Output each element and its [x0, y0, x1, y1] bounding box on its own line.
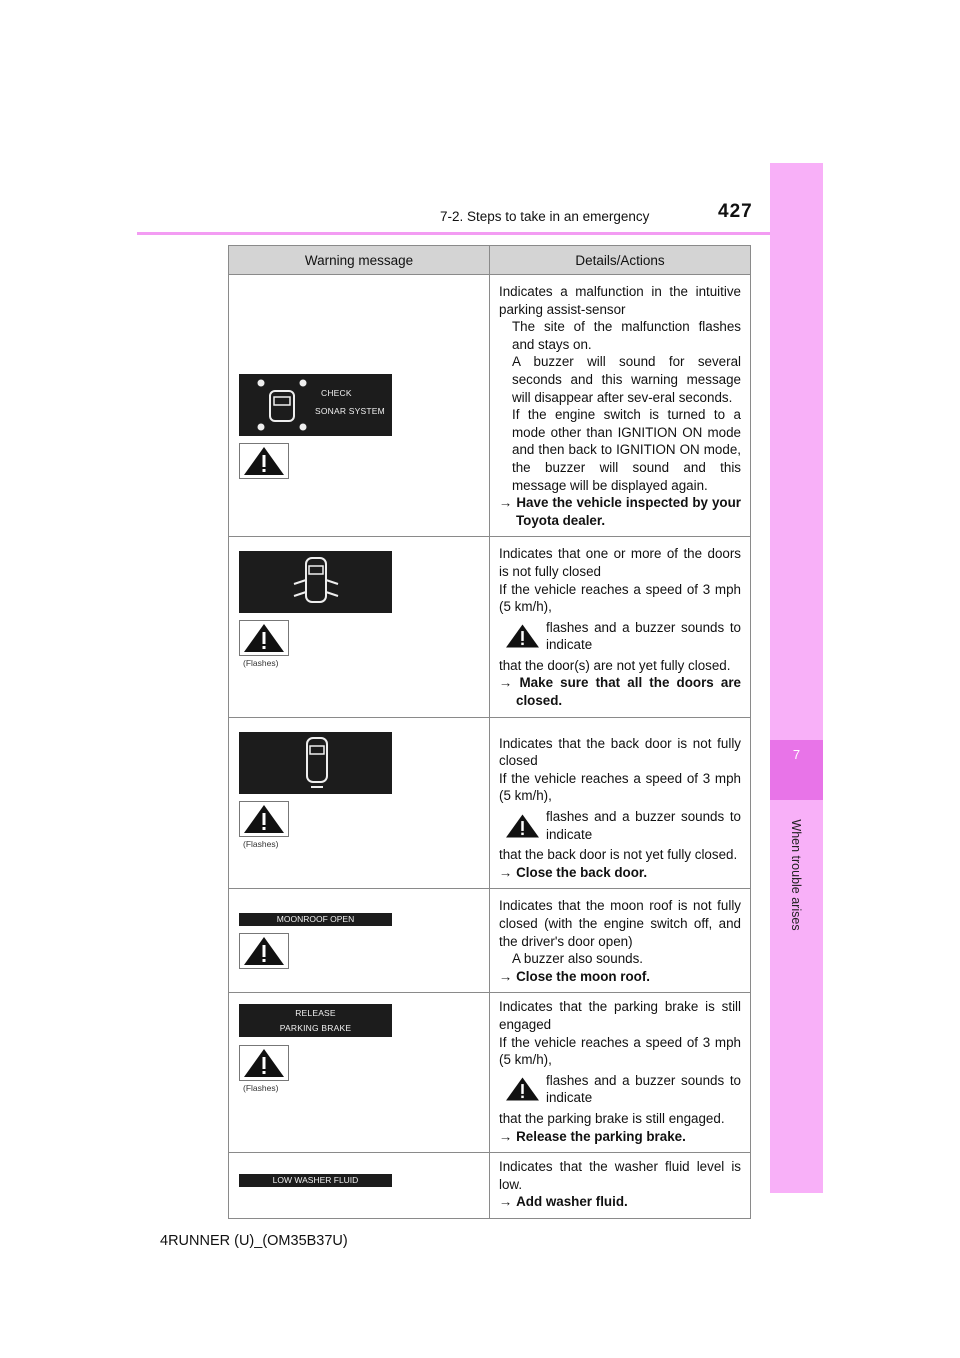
door-open-display	[239, 551, 392, 613]
detail-subtext: The site of the malfunction flashes and stays on.	[512, 319, 741, 352]
detail-text: that the door(s) are not yet fully closed.	[499, 657, 731, 673]
washer-fluid-display: LOW WASHER FLUID	[239, 1174, 392, 1187]
action-text: → Make sure that all the doors are closed.	[499, 675, 741, 709]
detail-subtext: A buzzer will sound for several seconds and this warning message will disappear after sev-eral seconds.	[512, 354, 741, 405]
action-text: → Have the vehicle inspected by your Toyota dealer.	[499, 495, 741, 528]
action-text: → Close the back door.	[499, 864, 648, 880]
detail-text: that the parking brake is still engaged.	[499, 1110, 725, 1126]
detail-text: flashes and a buzzer sounds to indicate	[546, 809, 741, 842]
display-line-2: PARKING BRAKE	[279, 1023, 352, 1034]
detail-text: that the back door is not yet fully closed.	[499, 847, 738, 863]
car-back-door-icon	[299, 735, 335, 791]
table-header-row	[229, 246, 751, 275]
page-number: 427	[718, 201, 753, 222]
table-row	[229, 1153, 751, 1219]
detail-text: If the vehicle reaches a speed of 3 mph (5 km/h),	[499, 581, 741, 615]
flashes-label: (Flashes)	[243, 658, 279, 669]
warning-triangle-icon	[499, 1075, 546, 1103]
sonar-display	[239, 374, 392, 436]
warning-cell	[229, 275, 490, 537]
warning-triangle-icon	[499, 812, 546, 840]
detail-text: Indicates a malfunction in the intuitive parking assist-sensor	[499, 284, 741, 317]
details-cell	[490, 275, 751, 537]
warning-triangle-icon	[499, 622, 546, 650]
chapter-label: When trouble arises	[789, 819, 803, 931]
moonroof-display: MOONROOF OPEN	[239, 913, 392, 926]
action-text: → Release the parking brake.	[499, 1128, 686, 1144]
sonar-sensor-icon	[257, 378, 307, 432]
detail-subtext: A buzzer also sounds.	[512, 951, 644, 967]
detail-text: flashes and a buzzer sounds to indicate	[546, 619, 741, 653]
details-cell	[490, 717, 751, 889]
side-tab-strip	[770, 163, 823, 1193]
warning-triangle-icon	[239, 620, 289, 656]
action-text: → Close the moon roof.	[499, 968, 651, 984]
header-divider	[137, 232, 823, 235]
flashes-label: (Flashes)	[243, 838, 279, 849]
detail-text: flashes and a buzzer sounds to indicate	[546, 1072, 741, 1106]
warning-cell	[229, 1153, 490, 1219]
warning-triangle-icon	[239, 443, 289, 479]
display-line-2: SONAR SYSTEM	[315, 406, 385, 416]
details-cell	[490, 889, 751, 993]
back-door-display	[239, 732, 392, 794]
chapter-number: 7	[792, 747, 801, 762]
display-line-1: RELEASE	[295, 1008, 336, 1019]
details-cell	[490, 1153, 751, 1219]
warning-cell	[229, 889, 490, 993]
section-title: 7-2. Steps to take in an emergency	[440, 209, 650, 224]
table-row	[229, 537, 751, 717]
table-row	[229, 717, 751, 889]
display-line-1: CHECK	[321, 388, 352, 398]
detail-text: Indicates that one or more of the doors is not fully closed	[499, 546, 741, 579]
warning-triangle-icon	[239, 801, 289, 837]
detail-text: If the vehicle reaches a speed of 3 mph (5 km/h),	[499, 1034, 741, 1068]
warning-cell	[229, 537, 490, 717]
warning-cell	[229, 993, 490, 1153]
action-text: → Add washer fluid.	[499, 1194, 628, 1210]
warning-message-table	[228, 245, 751, 1219]
parking-brake-display	[239, 1004, 392, 1037]
warning-cell	[229, 717, 490, 889]
detail-text: Indicates that the parking brake is still engaged	[499, 999, 741, 1032]
col-header-details: Details/Actions	[490, 246, 751, 275]
details-cell	[490, 993, 751, 1153]
detail-text: Indicates that the moon roof is not fully closed (with the engine switch off, and the driver's door open)	[499, 898, 741, 949]
table-row	[229, 993, 751, 1153]
col-header-warning: Warning message	[229, 246, 490, 275]
table-row	[229, 275, 751, 537]
details-cell	[490, 537, 751, 717]
detail-text: If the vehicle reaches a speed of 3 mph (5 km/h),	[499, 770, 741, 804]
flashes-label: (Flashes)	[243, 1083, 279, 1094]
table-row	[229, 889, 751, 993]
footer-model-code: 4RUNNER (U)_(OM35B37U)	[160, 1233, 348, 1249]
detail-text: Indicates that the washer fluid level is low.	[499, 1159, 741, 1192]
detail-subtext: If the engine switch is turned to a mode other than IGNITION ON mode and then back to IGNITION ON mode, the buzzer will sound and this message will be displayed again.	[512, 407, 741, 493]
warning-triangle-icon	[239, 933, 289, 969]
warning-triangle-icon	[239, 1045, 289, 1081]
car-doors-icon	[291, 554, 341, 610]
detail-text: Indicates that the back door is not fully closed	[499, 735, 741, 769]
